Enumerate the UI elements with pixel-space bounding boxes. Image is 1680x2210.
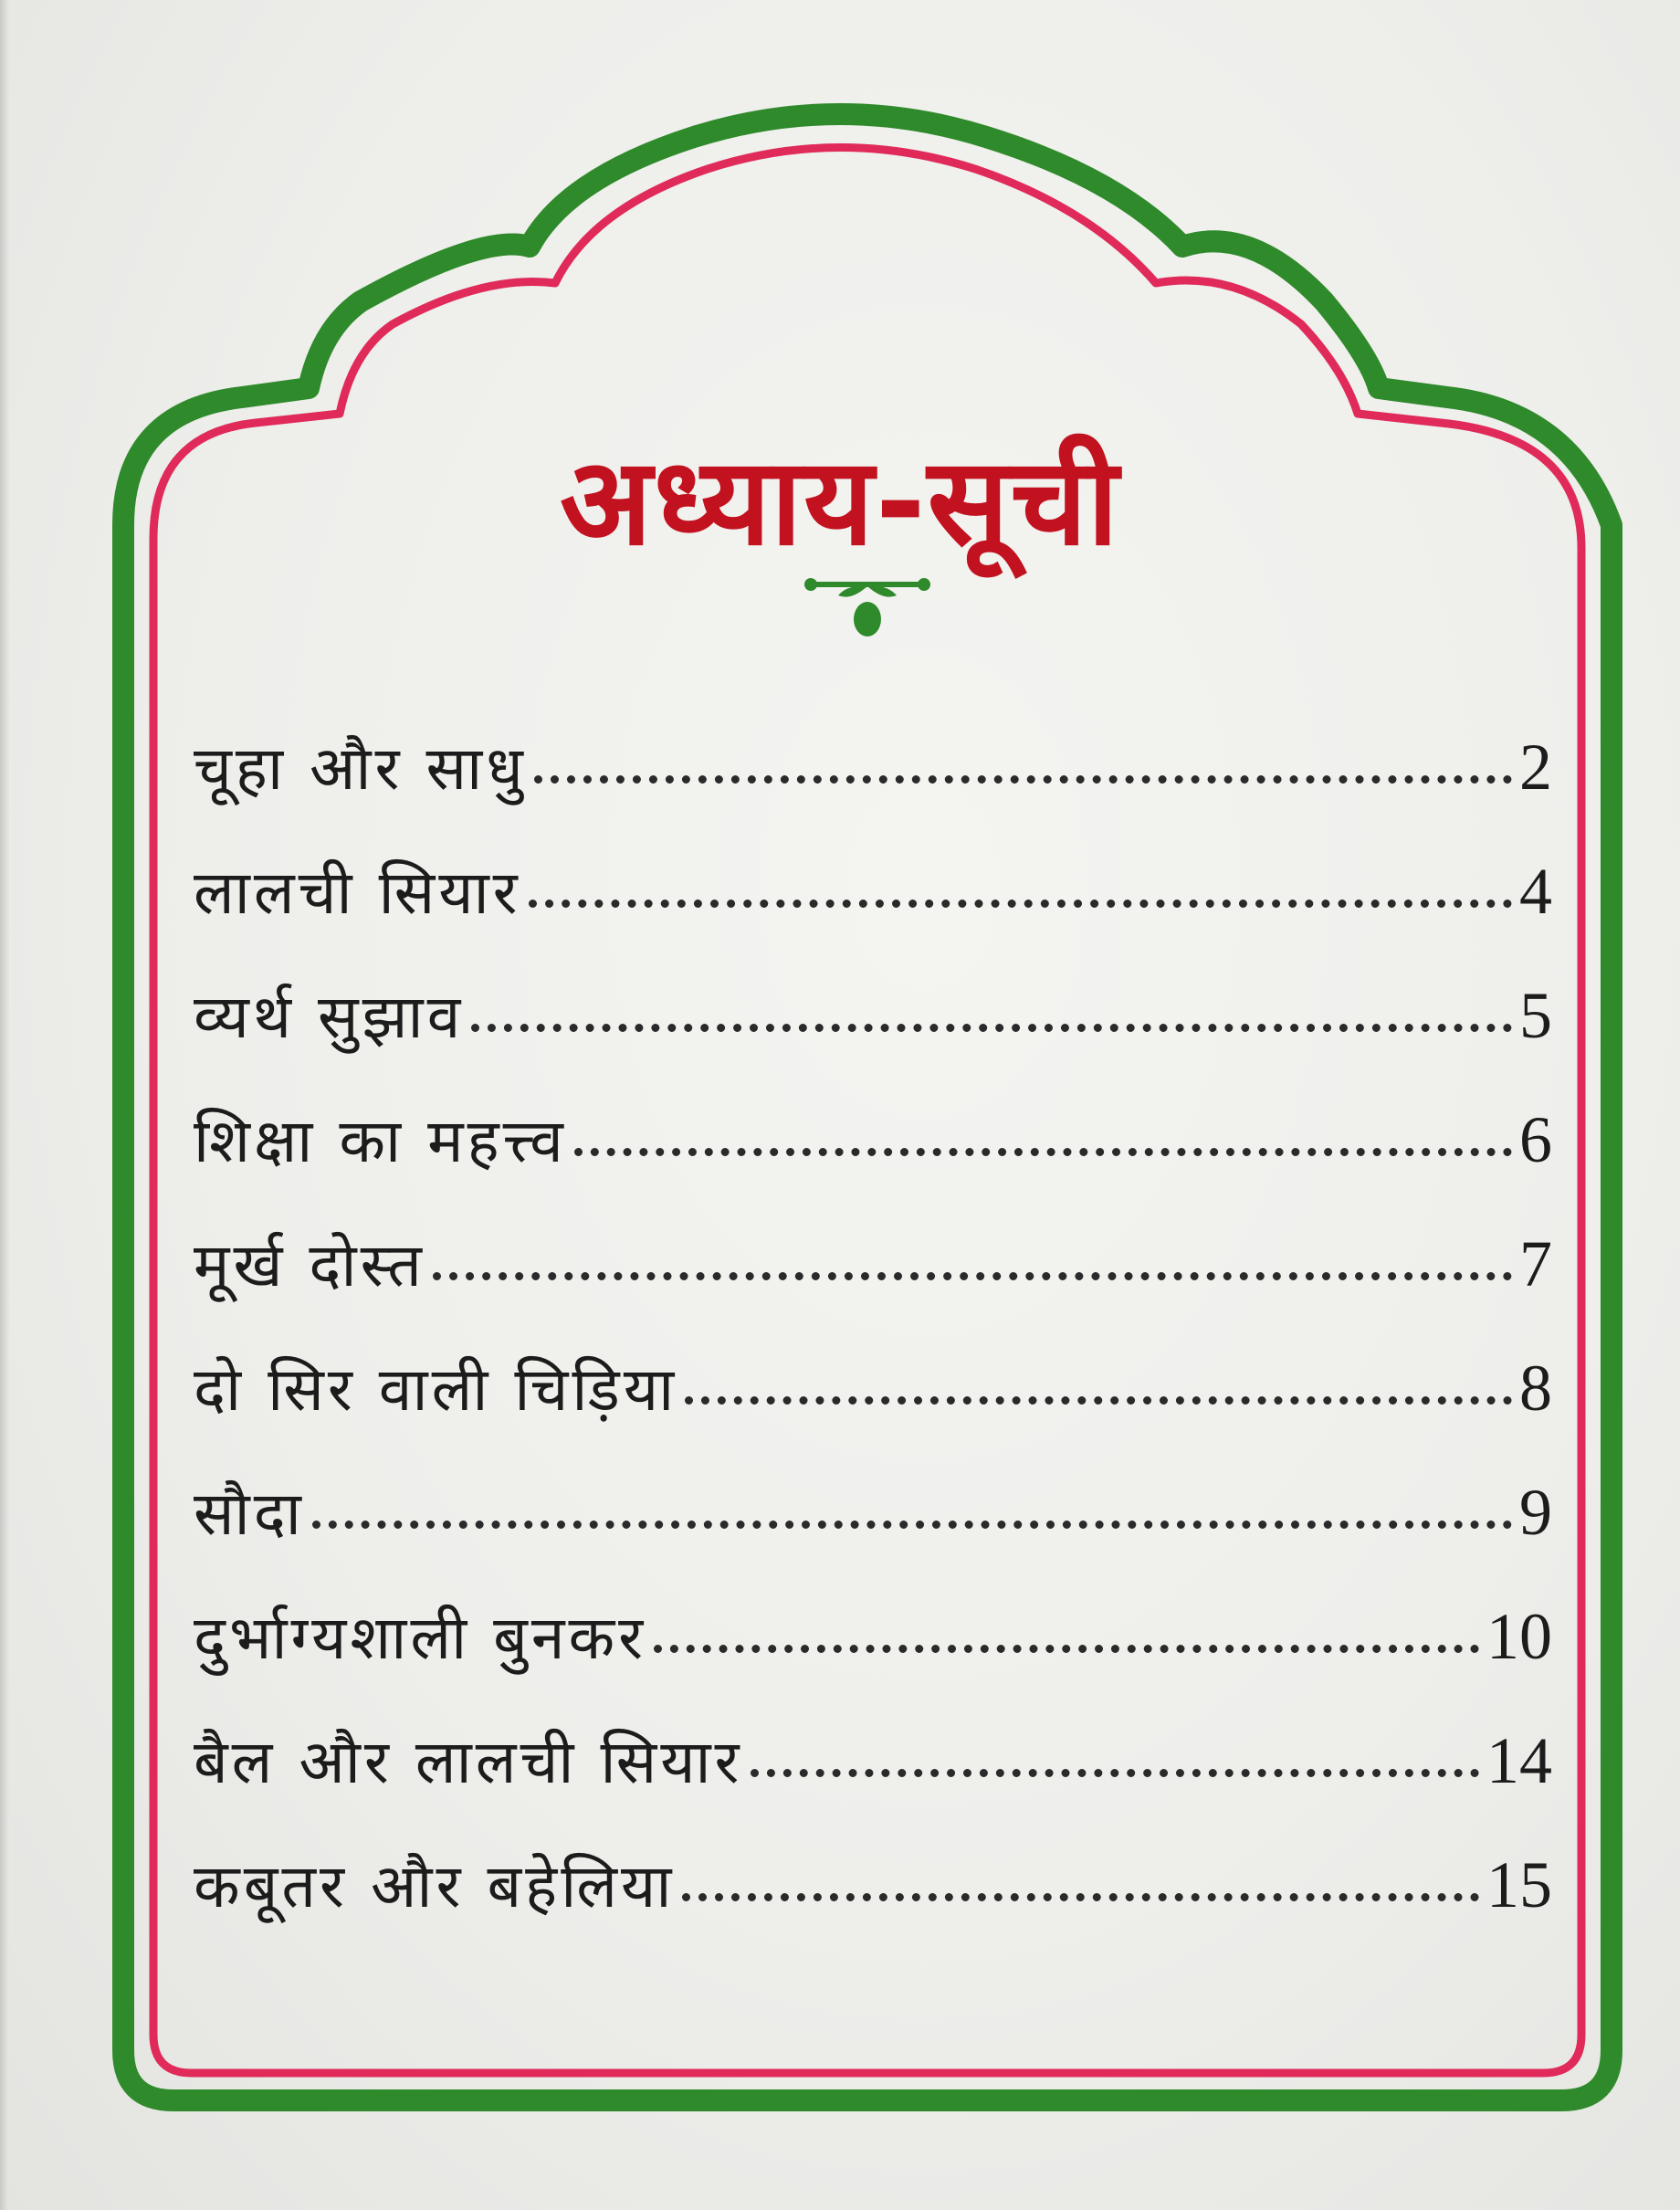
- toc-entry-title: दो सिर वाली चिड़िया: [194, 1354, 678, 1425]
- toc-entry[interactable]: [194, 846, 1552, 970]
- dot-leader: [312, 1521, 1512, 1529]
- toc-entry[interactable]: [194, 1715, 1552, 1839]
- toc-entry-title: दुर्भाग्यशाली बुनकर: [194, 1603, 647, 1673]
- dot-leader: [682, 1893, 1479, 1901]
- toc-entry-page: 9: [1519, 1476, 1552, 1549]
- toc-entry-title: चूहा और साधु: [194, 733, 527, 804]
- dot-leader: [433, 1272, 1512, 1280]
- leaf-flourish-icon: [803, 574, 931, 647]
- toc-entry[interactable]: [194, 1839, 1552, 1963]
- toc-entry-page: 8: [1519, 1352, 1552, 1425]
- table-of-contents: [194, 721, 1552, 1963]
- toc-entry[interactable]: [194, 970, 1552, 1094]
- toc-entry-page: 10: [1486, 1600, 1552, 1673]
- toc-entry-title: लालची सियार: [194, 858, 521, 928]
- toc-entry-title: व्यर्थ सुझाव: [194, 982, 465, 1052]
- toc-entry-page: 15: [1486, 1848, 1552, 1921]
- dot-leader: [574, 1148, 1512, 1156]
- toc-entry-title: शिक्षा का महत्त्व: [194, 1106, 567, 1176]
- dot-leader: [471, 1024, 1512, 1032]
- toc-entry[interactable]: [194, 1591, 1552, 1715]
- toc-entry-title: सौदा: [194, 1479, 305, 1549]
- toc-entry-page: 2: [1519, 731, 1552, 804]
- toc-entry-page: 7: [1519, 1227, 1552, 1300]
- dot-leader: [654, 1645, 1479, 1653]
- dot-leader: [685, 1396, 1512, 1405]
- toc-entry[interactable]: [194, 1342, 1552, 1467]
- toc-entry-page: 4: [1519, 855, 1552, 928]
- dot-leader: [751, 1769, 1479, 1777]
- dot-leader: [534, 775, 1512, 784]
- toc-entry-page: 6: [1519, 1103, 1552, 1176]
- page-title: अध्याय-सूची: [560, 432, 1120, 573]
- toc-entry-title: मूर्ख दोस्त: [194, 1230, 425, 1300]
- toc-entry[interactable]: [194, 721, 1552, 846]
- toc-entry-page: 5: [1519, 979, 1552, 1052]
- toc-entry[interactable]: [194, 1218, 1552, 1342]
- toc-entry-title: कबूतर और बहेलिया: [194, 1851, 676, 1921]
- toc-entry-title: बैल और लालची सियार: [194, 1727, 743, 1797]
- dot-leader: [529, 900, 1512, 908]
- toc-entry[interactable]: [194, 1467, 1552, 1591]
- toc-entry-page: 14: [1486, 1724, 1552, 1797]
- toc-entry[interactable]: [194, 1094, 1552, 1218]
